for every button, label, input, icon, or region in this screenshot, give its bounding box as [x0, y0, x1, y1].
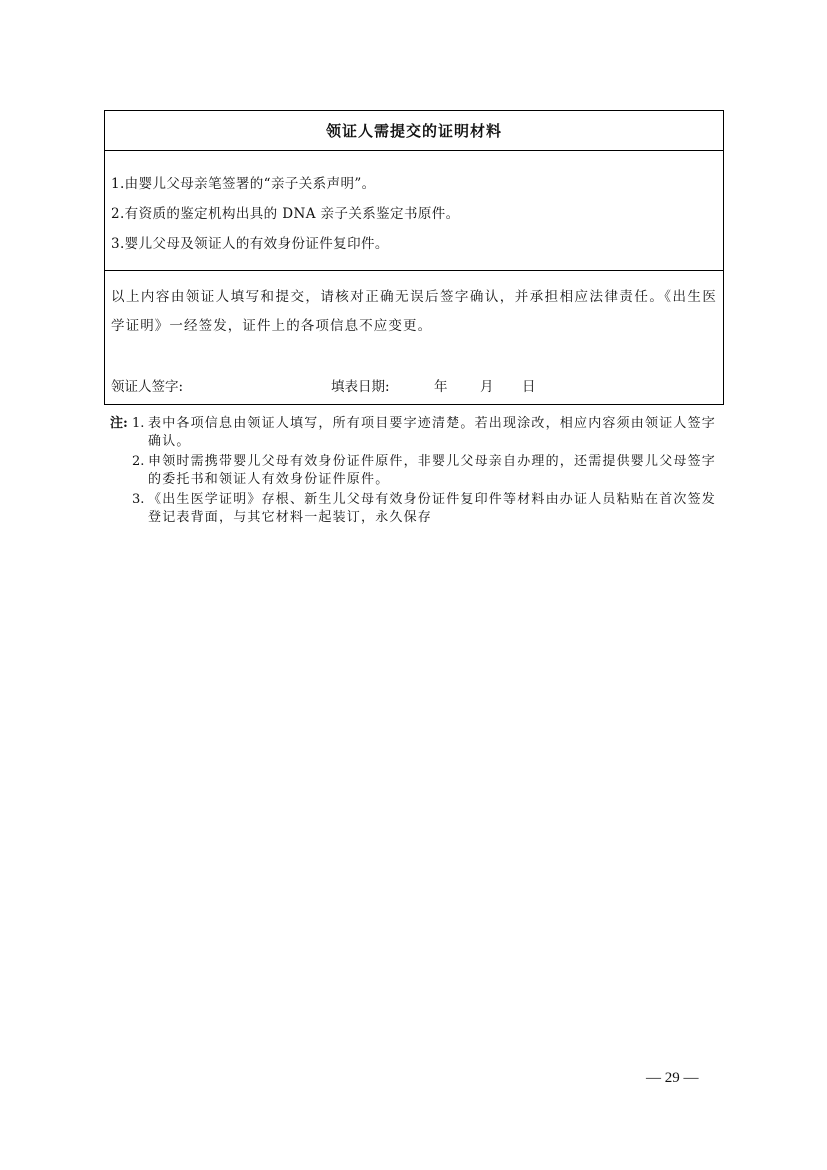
- table-title: 领证人需提交的证明材料: [325, 122, 502, 140]
- day-label: 日: [522, 379, 536, 395]
- signer-label: 领证人签字:: [111, 379, 184, 395]
- materials-table: [104, 110, 724, 405]
- notes-label: 注:: [110, 416, 128, 431]
- notes-list: [132, 415, 716, 529]
- note-text: 申领时需携带婴儿父母有效身份证件原件，非婴儿父母亲自办理的，还需提供婴儿父母签字的委托书和领证人有效身份证件原件。: [148, 454, 717, 487]
- notes-section: [110, 415, 716, 529]
- material-item: 1.由婴儿父母亲笔签署的“亲子关系声明”。: [111, 176, 376, 192]
- year-label: 年: [434, 379, 448, 395]
- material-item: 2.有资质的鉴定机构出具的 DNA 亲子关系鉴定书原件。: [111, 206, 460, 222]
- signature-line: [105, 377, 723, 397]
- statement-section: [105, 271, 723, 404]
- note-item: [132, 491, 716, 526]
- note-number: 2.: [132, 454, 145, 469]
- note-text: 《出生医学证明》存根、新生儿父母有效身份证件复印件等材料由办证人员粘贴在首次签发登记表背面，与其它材料一起装订，永久保存: [148, 492, 717, 525]
- note-text: 表中各项信息由领证人填写，所有项目要字迹清楚。若出现涂改，相应内容须由领证人签字确认。: [148, 416, 717, 449]
- note-item: [132, 453, 716, 488]
- date-label: 填表日期:: [331, 379, 390, 395]
- statement-paragraph: 以上内容由领证人填写和提交，请核对正确无误后签字确认，并承担相应法律责任。《出生医学证明》一经签发，证件上的各项信息不应变更。: [111, 289, 717, 334]
- note-number: 3.: [132, 492, 145, 507]
- material-item: 3.婴儿父母及领证人的有效身份证件复印件。: [111, 236, 389, 252]
- note-number: 1.: [132, 416, 145, 431]
- month-label: 月: [480, 379, 494, 395]
- materials-list: [105, 151, 723, 271]
- note-item: [132, 415, 716, 450]
- table-header: [105, 111, 723, 151]
- page-number: — 29 —: [646, 1070, 699, 1086]
